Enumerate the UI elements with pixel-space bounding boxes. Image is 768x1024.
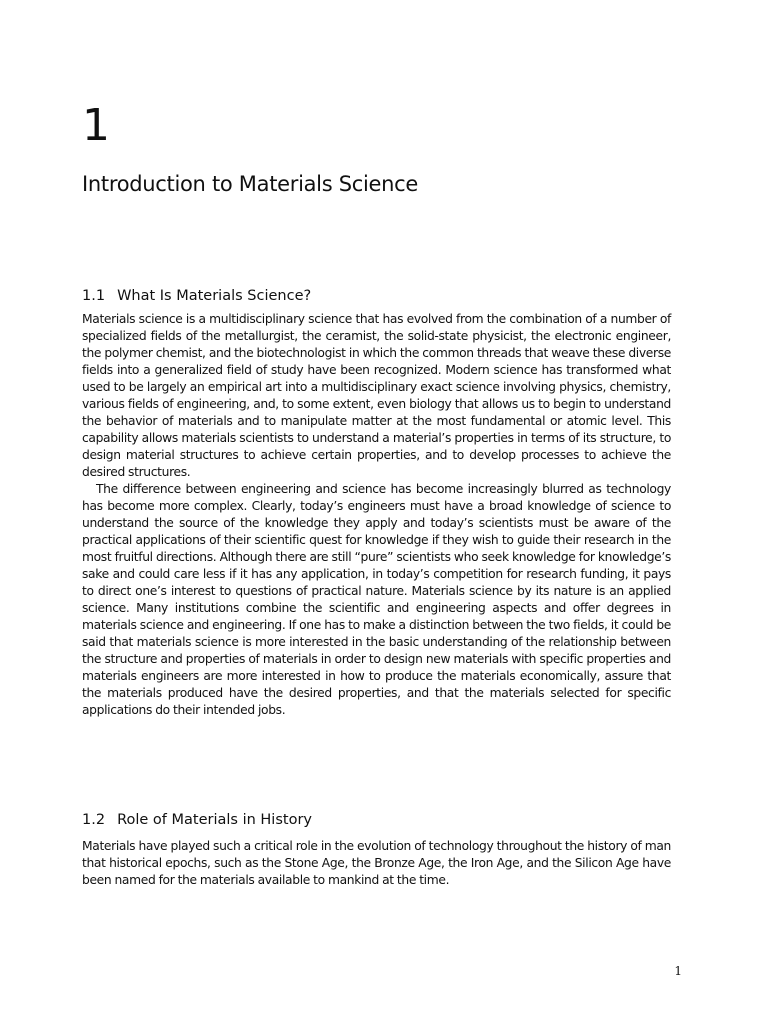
page-number: 1 xyxy=(674,964,682,978)
section-number: 1.2 xyxy=(82,812,106,828)
chapter-title: Introduction to Materials Science xyxy=(82,172,419,196)
chapter-number: 1 xyxy=(82,100,110,151)
paragraph: Materials science is a multidisciplinary science that has evolved from the combination of a number of specialized fields of the metallurgist, the ceramist, the solid-state physicist, the electronic engineer, the polymer chemist, and the biotechnologist in which the common threads that weave these diverse fields into a generalized field of study have been recognized. Modern science has transformed what used to be largely an empirical art into a multidisciplinary exact science involving physics, chemistry, various fields of engineering, and, to some extent, even biology that allows us to begin to understand the behavior of materials and to manipulate matter at the most fundamental or atomic level. This capability allows materials scientists to understand a material’s properties in terms of its structure, to design material structures to achieve certain properties, and to develop processes to achieve the desired structures. xyxy=(82,312,671,479)
section-1-2-body xyxy=(82,838,671,889)
section-1-1-body xyxy=(82,311,671,719)
section-title: What Is Materials Science? xyxy=(117,288,312,304)
paragraph: The difference between engineering and science has become increasingly blurred as technology has become more complex. Clearly, today’s engineers must have a broad knowledge of science to understand the source of the knowledge they apply and today’s scientists must be aware of the practical applications of their scientific quest for knowledge if they wish to guide their research in the most fruitful directions. Although there are still “pure” scientists who seek knowledge for knowledge’s sake and could care less if it has any application, in today’s competition for research funding, it pays to direct one’s interest to questions of practical nature. Materials science by its nature is an applied science. Many institutions combine the scientific and engineering aspects and offer degrees in materials science and engineering. If one has to make a distinction between the two fields, it could be said that materials science is more interested in the basic understanding of the relationship between the structure and properties of materials in order to design new materials with specific properties and materials engineers are more interested in how to produce the materials economically, assure that the materials produced have the desired properties, and that the materials selected for specific applications do their intended jobs. xyxy=(82,482,671,717)
section-number: 1.1 xyxy=(82,288,106,304)
section-heading-1-2 xyxy=(82,810,312,830)
paragraph: Materials have played such a critical role in the evolution of technology throughout the history of man that historical epochs, such as the Stone Age, the Bronze Age, the Iron Age, and the Silicon Age have been named for the materials available to mankind at the time. xyxy=(82,839,671,887)
section-heading-1-1 xyxy=(82,286,311,306)
section-title: Role of Materials in History xyxy=(117,812,312,828)
